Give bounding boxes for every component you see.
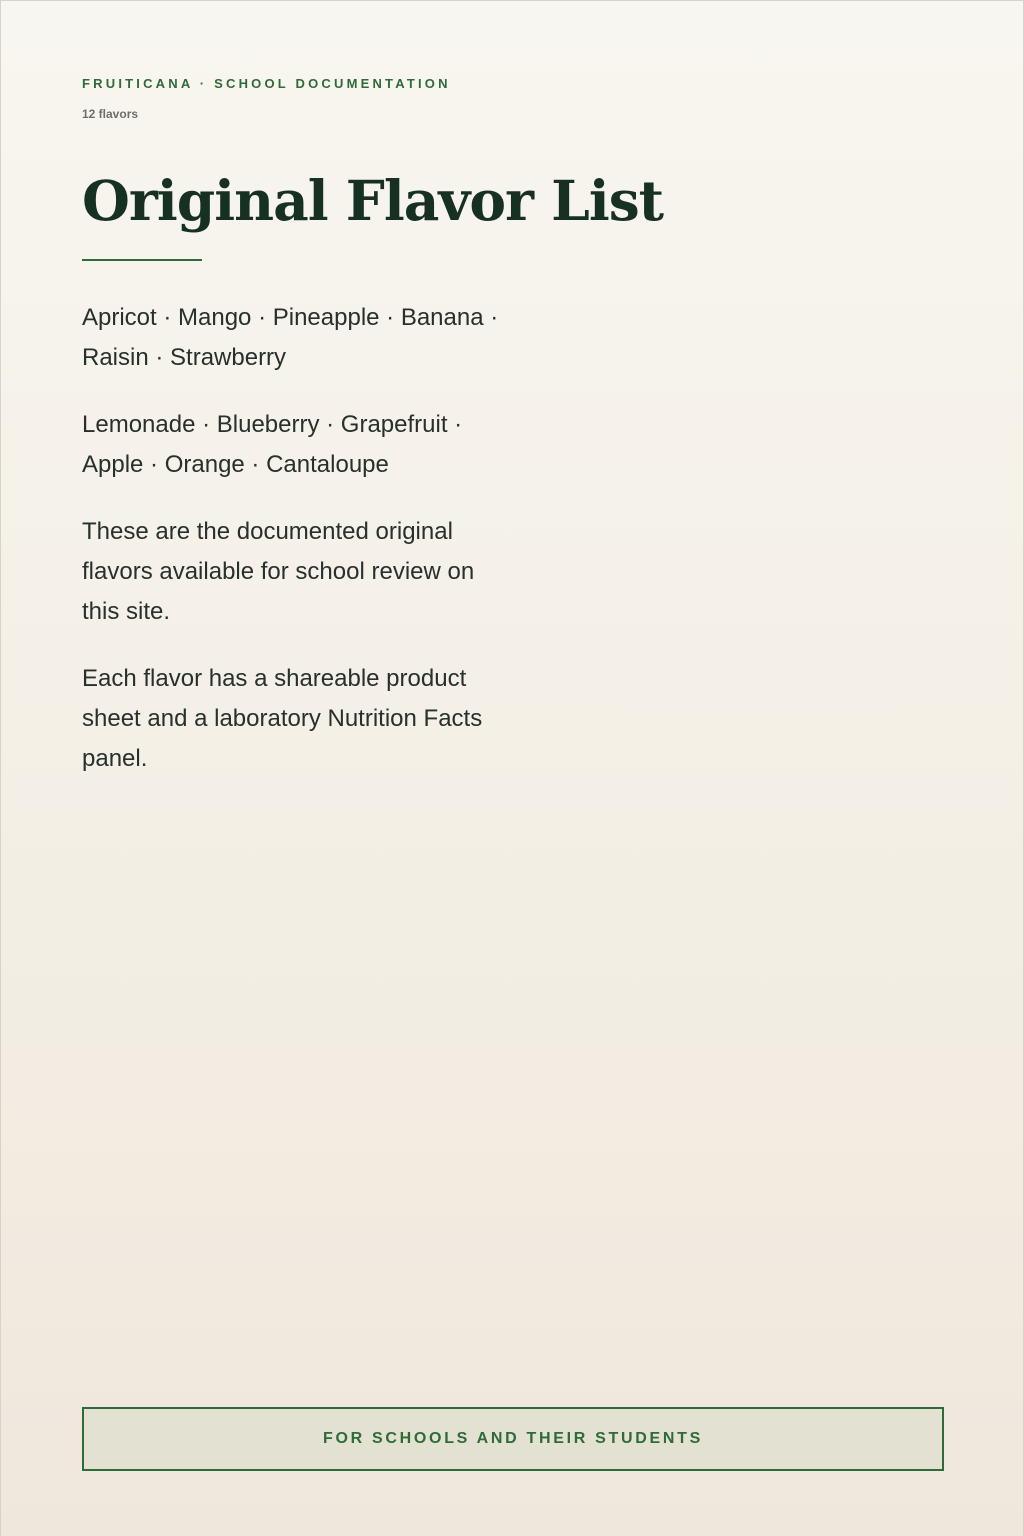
audience-banner: [82, 1407, 944, 1471]
page-title: Original Flavor List: [82, 168, 664, 233]
flavor-count: 12 flavors: [82, 107, 139, 121]
intro-paragraph: These are the documented original flavors available for school review on this site.: [82, 518, 475, 625]
product-sheet-paragraph: Each flavor has a shareable product sheet and a laboratory Nutrition Facts panel.: [82, 665, 483, 772]
flavor-group-2: Lemonade · Blueberry · Grapefruit · Apple · Orange · Cantaloupe: [82, 411, 463, 478]
audience-banner-label: FOR SCHOOLS AND THEIR STUDENTS: [323, 1430, 703, 1447]
document-page: [82, 1, 944, 1536]
title-underline: [82, 259, 202, 261]
body-copy: [82, 298, 502, 806]
flavor-group-1: Apricot · Mango · Pineapple · Banana · Raisin · Strawberry: [82, 304, 499, 371]
brand-eyebrow: FRUITICANA · SCHOOL DOCUMENTATION: [82, 76, 451, 91]
